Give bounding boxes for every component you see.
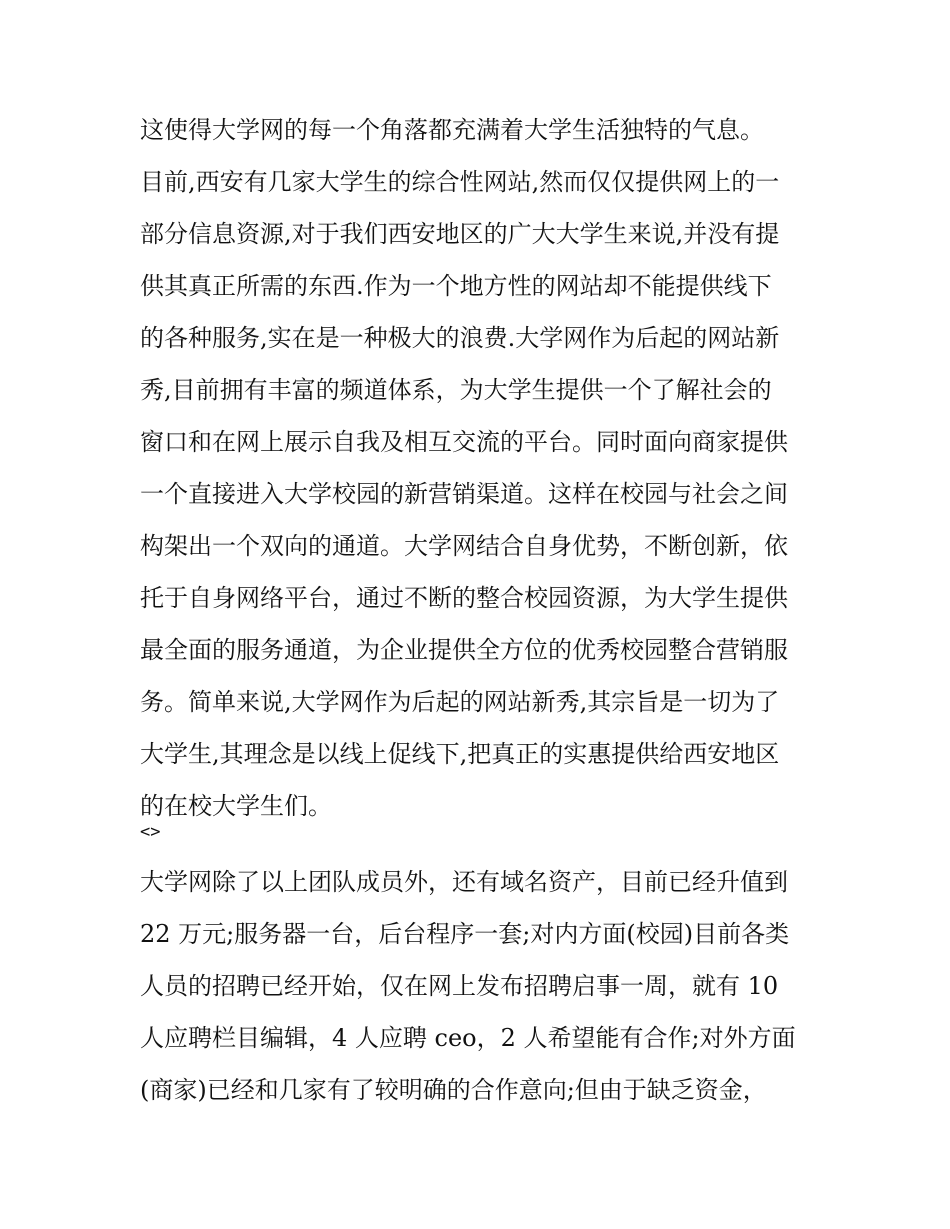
paragraph-1-line: 的在校大学生们。 — [140, 792, 332, 820]
paragraph-1-line: 务。简单来说,大学网作为后起的网站新秀,其宗旨是一切为了 — [140, 688, 780, 716]
paragraph-1-line: 部分信息资源,对于我们西安地区的广大大学生来说,并没有提 — [140, 220, 780, 248]
paragraph-1-line: 大学生,其理念是以线上促线下,把真正的实惠提供给西安地区 — [140, 740, 780, 768]
paragraph-1-line: 供其真正所需的东西.作为一个地方性的网站却不能提供线下 — [140, 272, 772, 300]
separator-marker: <> — [140, 822, 161, 842]
paragraph-1-line: 一个直接进入大学校园的新营销渠道。这样在校园与社会之间 — [140, 480, 788, 508]
paragraph-1-line: 秀,目前拥有丰富的频道体系，为大学生提供一个了解社会的 — [140, 376, 772, 404]
paragraph-2-line: 22 万元;服务器一台，后台程序一套;对内方面(校园)目前各类 — [140, 920, 790, 948]
paragraph-1-line: 构架出一个双向的通道。大学网结合自身优势，不断创新，依 — [140, 532, 788, 560]
paragraph-2-line: 人员的招聘已经开始，仅在网上发布招聘启事一周，就有 10 — [140, 972, 779, 1000]
paragraph-1-line: 目前,西安有几家大学生的综合性网站,然而仅仅提供网上的一 — [140, 168, 780, 196]
paragraph-2-line: 大学网除了以上团队成员外，还有域名资产，目前已经升值到 — [140, 868, 788, 896]
paragraph-1 — [140, 104, 820, 832]
paragraph-2-line: 人应聘栏目编辑，4 人应聘 ceo，2 人希望能有合作;对外方面 — [140, 1024, 796, 1052]
paragraph-2-line: (商家)已经和几家有了较明确的合作意向;但由于缺乏资金， — [140, 1076, 767, 1104]
paragraph-2 — [140, 856, 820, 1116]
paragraph-1-line: 托于自身网络平台，通过不断的整合校园资源，为大学生提供 — [140, 584, 788, 612]
paragraph-1-line: 这使得大学网的每一个角落都充满着大学生活独特的气息。 — [140, 116, 764, 144]
paragraph-1-line: 的各种服务,实在是一种极大的浪费.大学网作为后起的网站新 — [140, 324, 780, 352]
paragraph-1-line: 窗口和在网上展示自我及相互交流的平台。同时面向商家提供 — [140, 428, 788, 456]
paragraph-1-line: 最全面的服务通道，为企业提供全方位的优秀校园整合营销服 — [140, 636, 788, 664]
